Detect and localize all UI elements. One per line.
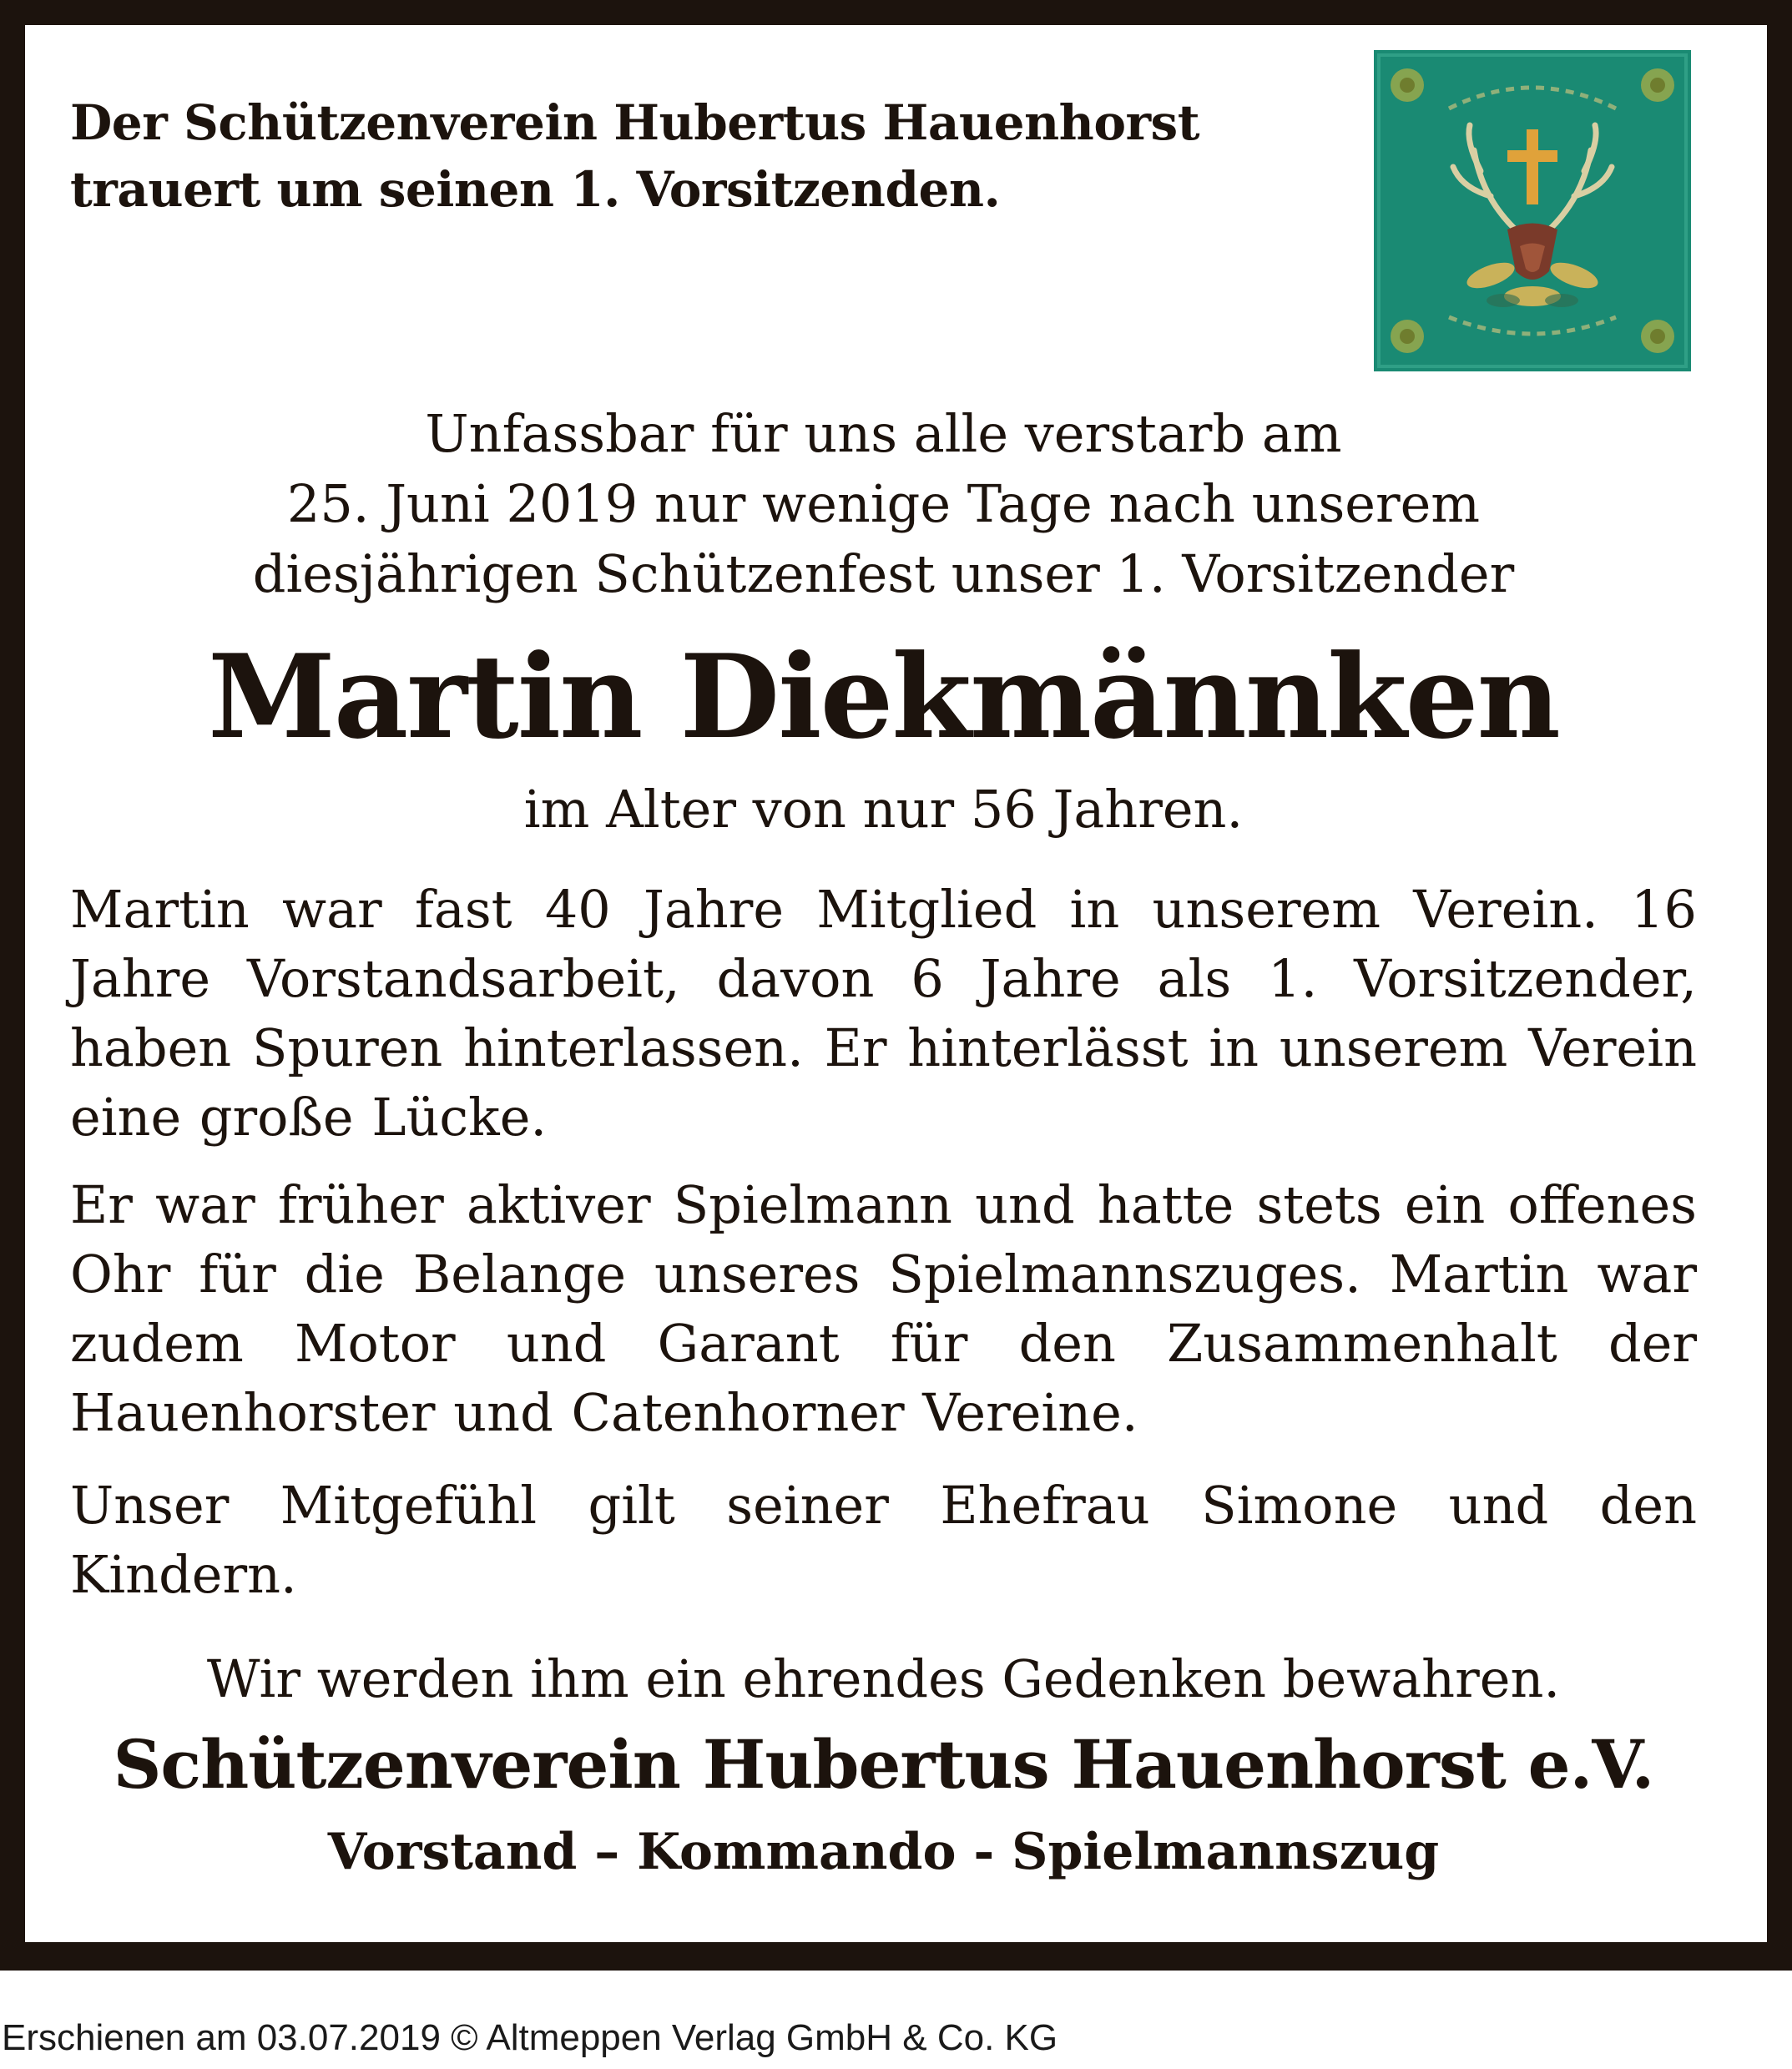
notice-header xyxy=(70,89,1372,223)
header-line-1: Der Schützenverein Hubertus Hauenhorst xyxy=(70,94,1200,151)
paragraph-condolence: Unser Mitgefühl gilt seiner Ehefrau Simone und den Kindern. xyxy=(70,1475,1697,1605)
intro-line-3: diesjährigen Schützenfest unser 1. Vorsitzender xyxy=(252,543,1515,604)
intro-text xyxy=(70,399,1697,609)
header-line-2: trauert um seinen 1. Vorsitzenden. xyxy=(70,161,1001,218)
deceased-age: im Alter von nur 56 Jahren. xyxy=(523,779,1244,840)
paragraph-spielmann: Er war früher aktiver Spielmann und hatte stets ein offenes Ohr für die Belange unseres Spielmannszuges. Martin war zudem Motor und Garant für den Zusammenhalt der Hauenhorster und Catenhorner Vereine. xyxy=(70,1174,1697,1443)
signature-groups: Vorstand – Kommando - Spielmannszug xyxy=(327,1823,1440,1881)
intro-line-1: Unfassbar für uns alle verstarb am xyxy=(425,403,1342,464)
deceased-name: Martin Diekmännken xyxy=(208,628,1559,765)
intro-line-2: 25. Juni 2019 nur wenige Tage nach unserem xyxy=(286,473,1481,534)
paragraph-membership: Martin war fast 40 Jahre Mitglied in unserem Verein. 16 Jahre Vorstandsarbeit, davon 6 Jahre als 1. Vorsitzender, haben Spuren hinterlassen. Er hinterlässt in unserem Verein eine große Lücke. xyxy=(70,879,1697,1148)
signature-club-name: Schützenverein Hubertus Hauenhorst e.V. xyxy=(113,1725,1654,1804)
club-emblem-icon xyxy=(1374,50,1691,371)
closing-remembrance: Wir werden ihm ein ehrendes Gedenken bewahren. xyxy=(206,1648,1561,1709)
publication-footer: Erschienen am 03.07.2019 © Altmeppen Verlag GmbH & Co. KG xyxy=(2,2017,1058,2058)
